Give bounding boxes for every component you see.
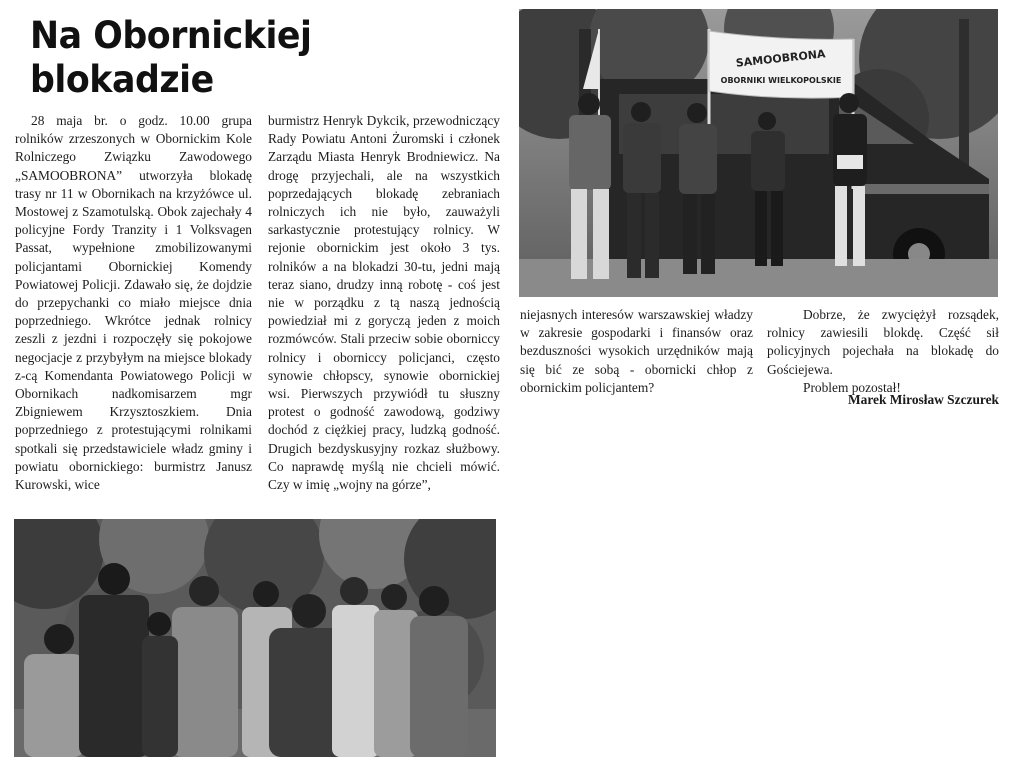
paragraph: 28 maja br. o godz. 10.00 grupa rolników zrzeszonych w Obornickim Kole Rolniczego Związku Zawodowego „SAMOOBRONA” utworzyła blokadę trasy nr 11 w Obornikach na krzyżówce ul. Mostowej z Szamotulską. Obok zajechały 4 policyjne Fordy Tranzity i 1 Volksvagen Passat, wypełnione zmobilizowanymi policjantami Obornickiej Komendy Powiatowej Policji. Zdawało się, że dojdzie do przepychanki co miało miejsce dnia poprzedniego. Wkrótce jednak rolnicy zeszli z jezdni i rozpoczęły się pokojowe negocjacje z przybyłym na miejsce blokady z-cą Komendanta Powiatowego Policji w Obornikach nadkomisarzem mgr Zbigniewem Krzysztoszkiem. Dnia poprzedniego z protestującymi rolnikami spotkali się przedstawiciele władz gminy i powiatu obornickiego: burmistrz Janusz Kurowski, wice xyxy=(15,113,252,493)
paragraph: Dobrze, że zwyciężył rozsądek, rolnicy zawiesili blokdę. Część sił policyjnych pojechała na blokadę do Gościejewa. xyxy=(767,307,999,377)
text-column-1 xyxy=(15,112,252,494)
article-headline xyxy=(30,14,340,102)
banner-text-line-1: SAMOOBRONA xyxy=(735,47,827,70)
headline-line-2: blokadzie xyxy=(30,58,214,101)
photo-protesters-with-banner xyxy=(519,9,998,297)
text-column-2 xyxy=(268,112,500,494)
text-column-3 xyxy=(520,306,753,397)
protest-photo-illustration xyxy=(519,9,998,297)
paragraph: niejasnych interesów warszawskiej władzy w zakresie gospodarki i finansów oraz bezduszności wysokich urzędników mają się bić ze sobą - obornicki chłop z obornickim policjantem? xyxy=(520,307,753,395)
author-byline: Marek Mirosław Szczurek xyxy=(848,392,999,407)
text-column-4 xyxy=(767,306,999,397)
photo-farmers-and-police xyxy=(14,519,496,757)
paragraph: burmistrz Henryk Dykcik, przewodniczący Rady Powiatu Antoni Żuromski i członek Zarządu Miasta Henryk Brodniewicz. Na drogę przyjechali, ale na wszystkich poprzedających blokadę zebraniach rolniczych ich nie było, zauważyli sarkastycznie protestujący rolnicy. W rejonie obornickim jest około 3 tys. rolników a na blokadzi 30-tu, jedni mają teraz siano, drudzy inną robotę - coś jest nie w porządku z tą naszą jednością powiedział mi z goryczą jeden z moich rozmówców. Stali przeciw sobie oborniccy rolnicy i oborniccy policjanci, często synowie chłopscy, synowie obornickiej wsi. Pierwszych przywiódł tu słuszny protest o godność zawodową, godziwy dochód z ciężkiej pracy, ludzką godność. Drugich bezdyskusyjny rozkaz służbowy. Co naprawdę myślą nie chcieli mówić. Czy w imię „wojny na górze”, xyxy=(268,113,500,493)
paragraph: Problem pozostał! xyxy=(803,379,901,395)
crowd-photo-illustration xyxy=(14,519,496,757)
headline-line-1: Na Obornickiej xyxy=(30,14,312,57)
banner-text-line-2: OBORNIKI WIELKOPOLSKIE xyxy=(720,76,842,85)
